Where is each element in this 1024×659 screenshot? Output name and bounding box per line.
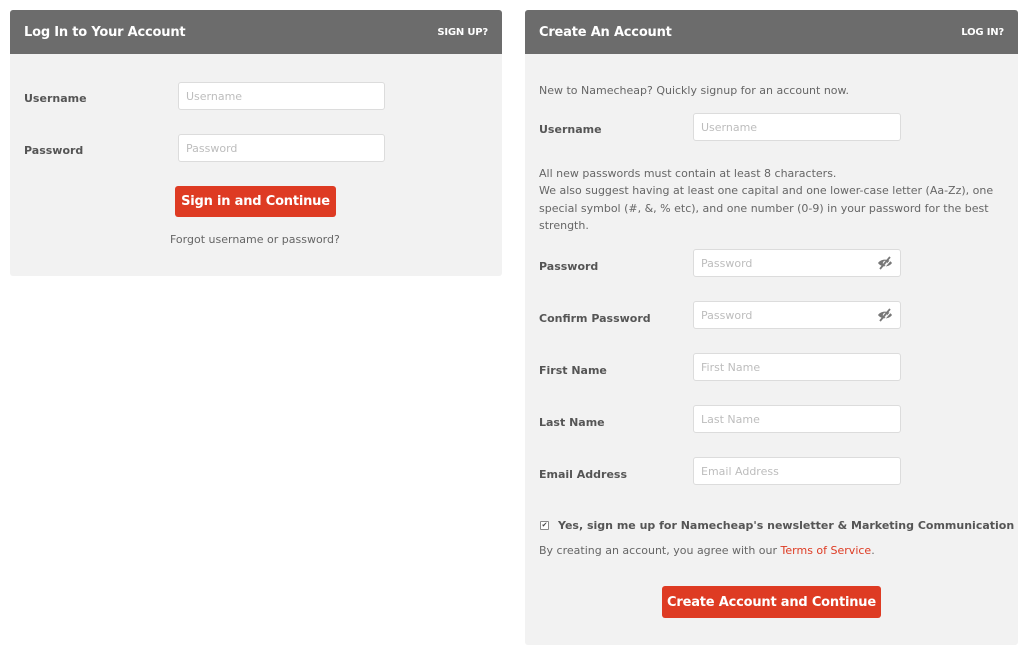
- login-panel-header: [10, 10, 502, 54]
- signup-panel: [525, 10, 1018, 645]
- login-title: Log In to Your Account: [24, 24, 186, 40]
- newsletter-label: Yes, sign me up for Namecheap's newsletter & Marketing Communication: [558, 519, 1015, 532]
- login-panel: [10, 10, 502, 276]
- signup-username-label: Username: [539, 123, 602, 136]
- signup-panel-header: [525, 10, 1018, 54]
- login-username-placeholder: Username: [186, 89, 243, 103]
- login-username-input[interactable]: [178, 82, 385, 110]
- eye-slash-icon[interactable]: [877, 308, 893, 322]
- log-in-link[interactable]: LOG IN?: [961, 26, 1004, 38]
- signup-intro-text: New to Namecheap? Quickly signup for an account now.: [539, 84, 850, 97]
- terms-suffix: .: [871, 544, 875, 557]
- signup-username-placeholder: Username: [701, 120, 758, 134]
- email-placeholder: Email Address: [701, 464, 779, 478]
- password-rules-text-1: All new passwords must contain at least 8 characters.: [539, 167, 837, 180]
- newsletter-checkbox[interactable]: [540, 521, 549, 530]
- email-label: Email Address: [539, 468, 628, 481]
- signup-username-input[interactable]: [693, 113, 901, 141]
- signup-title: Create An Account: [539, 24, 672, 40]
- last-name-placeholder: Last Name: [701, 412, 760, 426]
- newsletter-option[interactable]: [540, 519, 1014, 532]
- login-password-label: Password: [24, 144, 84, 157]
- last-name-input[interactable]: [693, 405, 901, 433]
- terms-text: [539, 542, 875, 560]
- first-name-placeholder: First Name: [701, 360, 761, 374]
- confirm-password-placeholder: Password: [701, 308, 753, 322]
- confirm-password-label: Confirm Password: [539, 312, 651, 325]
- login-password-input[interactable]: [178, 134, 385, 162]
- forgot-credentials-link[interactable]: Forgot username or password?: [170, 233, 340, 246]
- login-username-label: Username: [24, 92, 87, 105]
- first-name-input[interactable]: [693, 353, 901, 381]
- signup-password-placeholder: Password: [701, 256, 753, 270]
- email-input[interactable]: [693, 457, 901, 485]
- password-rules-text-2: We also suggest having at least one capital and one lower-case letter (Aa-Zz), one special symbol (#, &, % etc), and one number (0-9) in your password for the best strength.: [539, 184, 994, 232]
- terms-prefix: By creating an account, you agree with our: [539, 544, 781, 557]
- create-account-button[interactable]: Create Account and Continue: [662, 586, 881, 618]
- sign-in-button[interactable]: Sign in and Continue: [175, 186, 336, 217]
- sign-up-link[interactable]: SIGN UP?: [437, 26, 488, 38]
- confirm-password-input[interactable]: [693, 301, 901, 329]
- login-password-placeholder: Password: [186, 141, 238, 155]
- last-name-label: Last Name: [539, 416, 605, 429]
- signup-password-input[interactable]: [693, 249, 901, 277]
- eye-slash-icon[interactable]: [877, 256, 893, 270]
- terms-of-service-link[interactable]: Terms of Service: [780, 544, 872, 557]
- first-name-label: First Name: [539, 364, 607, 377]
- signup-password-label: Password: [539, 260, 599, 273]
- checkmark-icon: ✔: [541, 521, 548, 529]
